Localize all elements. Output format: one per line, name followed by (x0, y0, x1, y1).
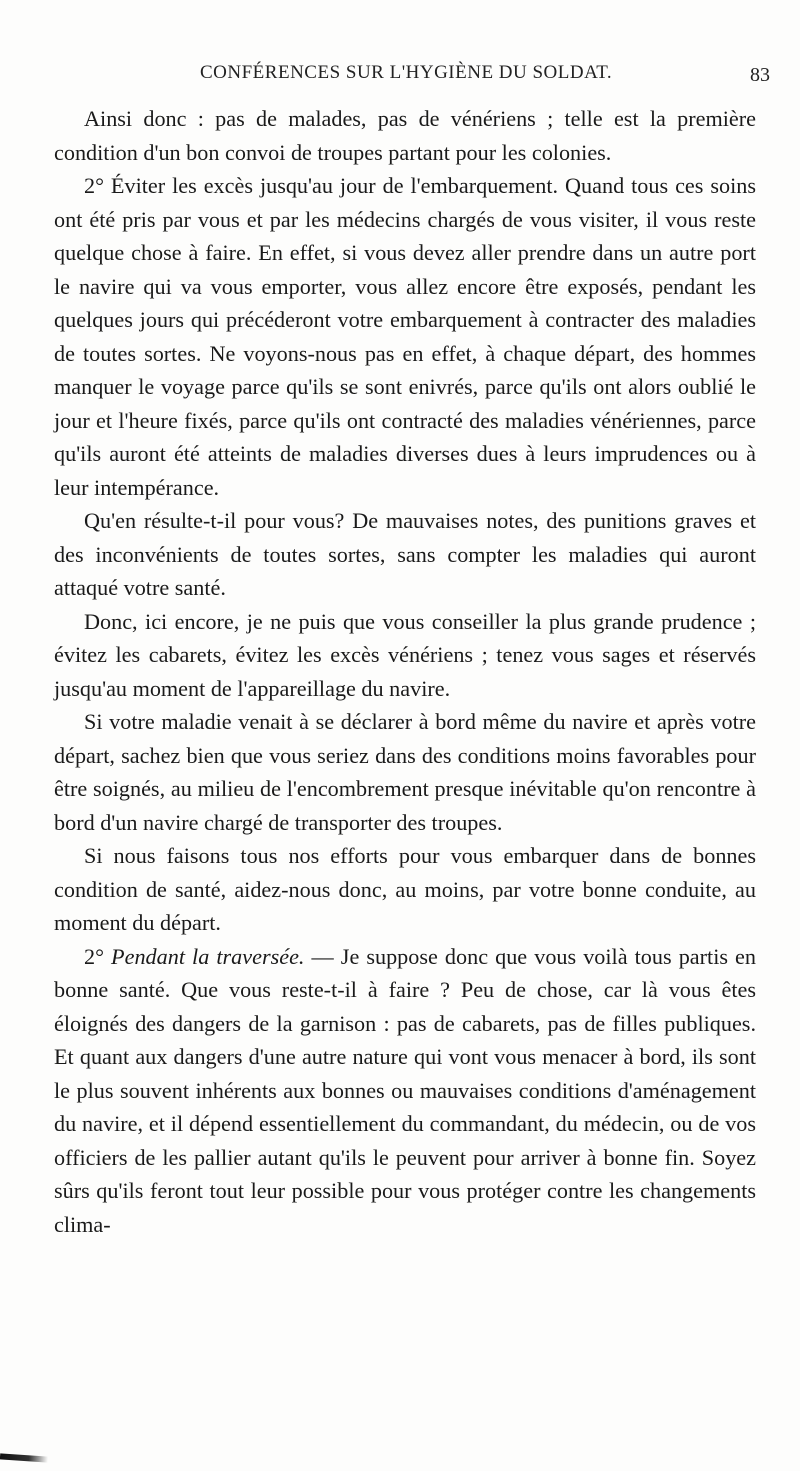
paragraph-6: Si nous faisons tous nos efforts pour vous embarquer dans de bonnes condition de santé, aidez-nous donc, au moins, par votre bonne conduite, au moment du départ. (54, 843, 756, 935)
section-heading-italic: Pendant la traversée. (111, 943, 305, 969)
body-text (54, 102, 756, 1241)
paragraph-3: Qu'en résulte-t-il pour vous? De mauvaises notes, des punitions graves et des inconvénients de toutes sortes, sans compter les maladies qui auront attaqué votre santé. (54, 508, 756, 600)
section-number: 2° (84, 943, 112, 969)
paragraph-4: Donc, ici encore, je ne puis que vous conseiller la plus grande prudence ; évitez les cabarets, évitez les excès vénériens ; tenez vous sages et réservés jusqu'au moment de l'appareillage du navire. (54, 608, 756, 701)
paragraph-1: Ainsi donc : pas de malades, pas de vénériens ; telle est la première condition d'un bon convoi de troupes partant pour les colonies. (54, 106, 756, 165)
paragraph-2: 2° Éviter les excès jusqu'au jour de l'embarquement. Quand tous ces soins ont été pris par vous et par les médecins chargés de vous visiter, il vous reste quelque chose à faire. En effet, si vous devez aller prendre dans un autre port le navire qui va vous emporter, vous allez encore être exposés, pendant les quelques jours qui précéderont votre embarquement à contracter des maladies de toutes sortes. Ne voyons-nous pas en effet, à chaque départ, des hommes manquer le voyage parce qu'ils se sont enivrés, parce qu'ils ont alors oublié le jour et l'heure fixés, parce qu'ils ont contracté des maladies vénériennes, parce qu'ils auront été atteints de maladies diverses dues à leurs imprudences ou à leur intempérance. (54, 173, 756, 500)
scan-edge-mark (0, 1453, 48, 1462)
paragraph-7-text: — Je suppose donc que vous voilà tous partis en bonne santé. Que vous reste-t-il à faire ? Peu de chose, car là vous êtes éloignés des dangers de la garnison : pas de cabarets, pas de filles publiques. Et quant aux dangers d'une autre nature qui vont vous menacer à bord, ils sont le plus souvent inhérents aux bonnes ou mauvaises conditions d'aménagement du navire, et il dépend essentiellement du commandant, du médecin, ou de vos officiers de les pallier autant qu'ils le peuvent pour arriver à bonne fin. Soyez sûrs qu'ils feront tout leur possible pour vous protéger contre les changements clima- (54, 943, 756, 1237)
paragraph-5: Si votre maladie venait à se déclarer à bord même du navire et après votre départ, sachez bien que vous seriez dans des conditions moins favorables pour être soignés, au milieu de l'encombrement presque inévitable qu'on rencontre à bord d'un navire chargé de transporter des troupes. (54, 709, 756, 835)
page-header (54, 62, 770, 96)
running-head: CONFÉRENCES SUR L'HYGIÈNE DU SOLDAT. (200, 62, 613, 83)
page-number: 83 (750, 64, 770, 86)
paragraph-7 (54, 940, 756, 1242)
